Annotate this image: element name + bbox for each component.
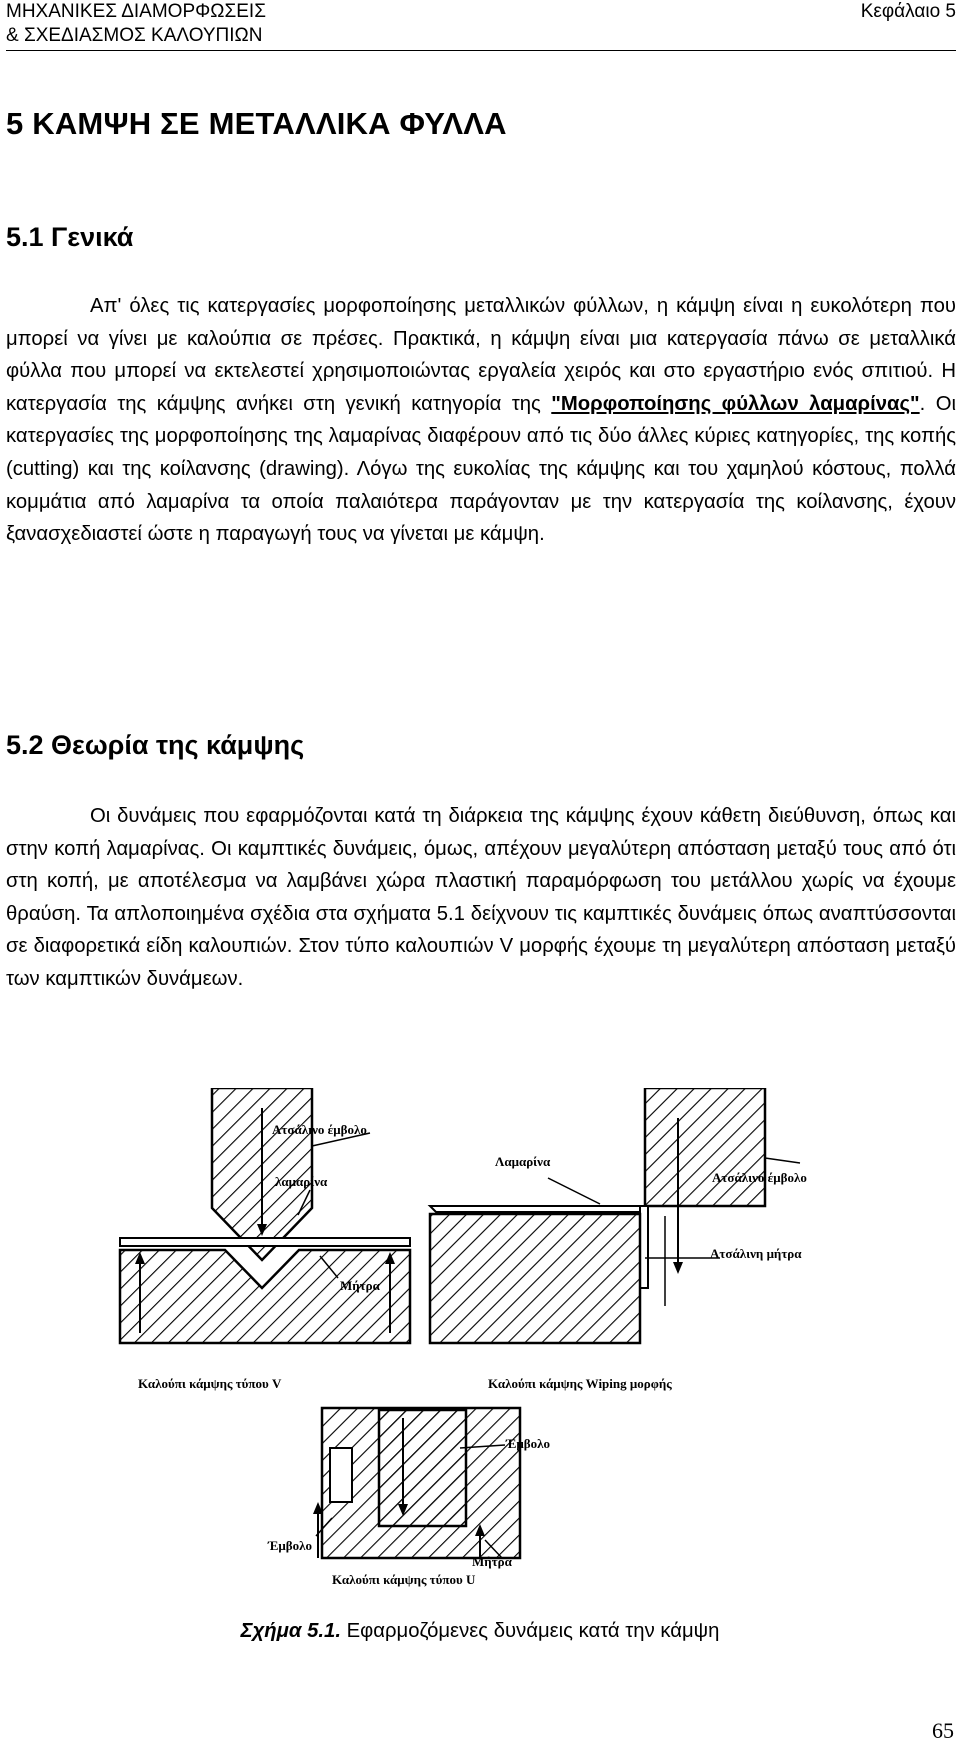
section-5-1-bold-term: "Μορφοποίησης φύλλων λαμαρίνας" (551, 392, 920, 415)
header-title-line2: & ΣΧΕΔΙΑΣΜΟΣ ΚΑΛΟΥΠΙΩΝ (6, 25, 263, 46)
figure-caption (0, 1620, 960, 1643)
section-5-1-title: 5.1 Γενικά (6, 222, 134, 252)
v-die-caption: Καλούπι κάμψης τύπου V (138, 1376, 282, 1391)
header-chapter: Κεφάλαιο 5 (860, 1, 956, 22)
u-die-drawing (267, 1408, 550, 1587)
chapter-title: 5 ΚΑΜΨΗ ΣΕ ΜΕΤΑΛΛΙΚΑ ΦΥΛΛΑ (6, 106, 507, 141)
header-book-title (6, 0, 266, 48)
u-punch-top-label: Έμβολο (506, 1436, 550, 1451)
section-5-1-text-b: . Οι κατεργασίες της μορφοποίησης της λαμαρίνας διαφέρουν από τις δύο άλλες κύριες κατηγορίες, της κοπής (cutting) και της κοίλανσης (drawing). Λόγω της ευκολίας της κάμψης και του χαμηλού κόστους, πολλά κομμάτια από λαμαρίνα τα οποία παλαιότερα παράγονταν με την κατεργασία της κοίλανσης, έχουν ξανασχεδιαστεί ώστε η παραγωγή τους να γίνεται με κάμψη. (6, 392, 956, 546)
section-5-2-title: 5.2 Θεωρία της κάμψης (6, 730, 305, 760)
bending-dies-figure (100, 1088, 860, 1588)
v-die-drawing (120, 1088, 410, 1391)
v-die-label: Μήτρα (340, 1278, 380, 1293)
wiping-sheet-label: Λαμαρίνα (495, 1154, 551, 1169)
section-5-1-paragraph (6, 290, 956, 551)
section-5-2-paragraph: Οι δυνάμεις που εφαρμόζονται κατά τη διάρκεια της κάμψης έχουν κάθετη διεύθυνση, όπως και στην κοπή λαμαρίνας. Οι καμπτικές δυνάμεις, όμως, απέχουν μεγαλύτερη απόσταση μεταξύ τους από ότι στη κοπή, με αποτέλεσμα να λαμβάνει χώρα πλαστική παραμόρφωση του μετάλλου χωρίς να έχουμε θραύση. Τα απλοποιημένα σχέδια στα σχήματα 5.1 δείχνουν τις καμπτικές δυνάμεις όπως αναπτύσσονται σε διαφορετικά είδη καλουπιών. Στον τύπο καλουπιών V μορφής έχουμε τη μεγαλύτερη απόσταση μεταξύ των καμπτικών δυνάμεων. (6, 805, 956, 990)
header-title-line1: ΜΗΧΑΝΙΚΕΣ ΔΙΑΜΟΡΦΩΣΕΙΣ (6, 1, 266, 22)
running-header (6, 0, 956, 51)
section-5-1-text-a: Απ' όλες τις κατεργασίες μορφοποίησης μεταλλικών φύλλων, η κάμψη είναι η ευκολότερη που μπορεί να γίνει με καλούπια σε πρέσες. Πρακτικά, η κάμψη είναι μια κατεργασία πάνω σε μεταλλικά φύλλα που μπορεί να εκτελεστεί χρησιμοποιώντας εργαλεία χειρός και στο εργαστήριο ενός σπιτιού. Η κατεργασία της κάμψης ανήκει στη γενική κατηγορία της (6, 295, 956, 415)
u-die-label: Μήτρα (472, 1554, 512, 1569)
u-punch-left-label: Έμβολο (268, 1538, 312, 1553)
u-punch-shape (379, 1410, 466, 1526)
wiping-die-drawing (430, 1088, 807, 1391)
u-die-caption: Καλούπι κάμψης τύπου U (332, 1572, 476, 1587)
wiping-die-shape (430, 1214, 640, 1343)
v-sheet-label: λαμαρίνα (275, 1174, 328, 1189)
wiping-die-label: Ατσάλινη μήτρα (710, 1246, 802, 1261)
v-sheet-shape (120, 1238, 410, 1246)
wiping-punch-shape (645, 1088, 765, 1206)
wiping-punch-label: Ατσάλινο έμβολο (712, 1170, 807, 1185)
v-die-shape (120, 1250, 410, 1343)
wiping-die-caption: Καλούπι κάμψης Wiping μορφής (488, 1376, 672, 1391)
u-pad-shape (330, 1448, 352, 1502)
figure-caption-text: Εφαρμοζόμενες δυνάμεις κατά την κάμψη (340, 1620, 720, 1642)
wiping-pad-shape (430, 1206, 645, 1212)
v-punch-label: Ατσάλινο έμβολο (272, 1122, 367, 1137)
figure-caption-label: Σχήμα 5.1. (240, 1620, 341, 1642)
page-number: 65 (932, 1718, 954, 1743)
